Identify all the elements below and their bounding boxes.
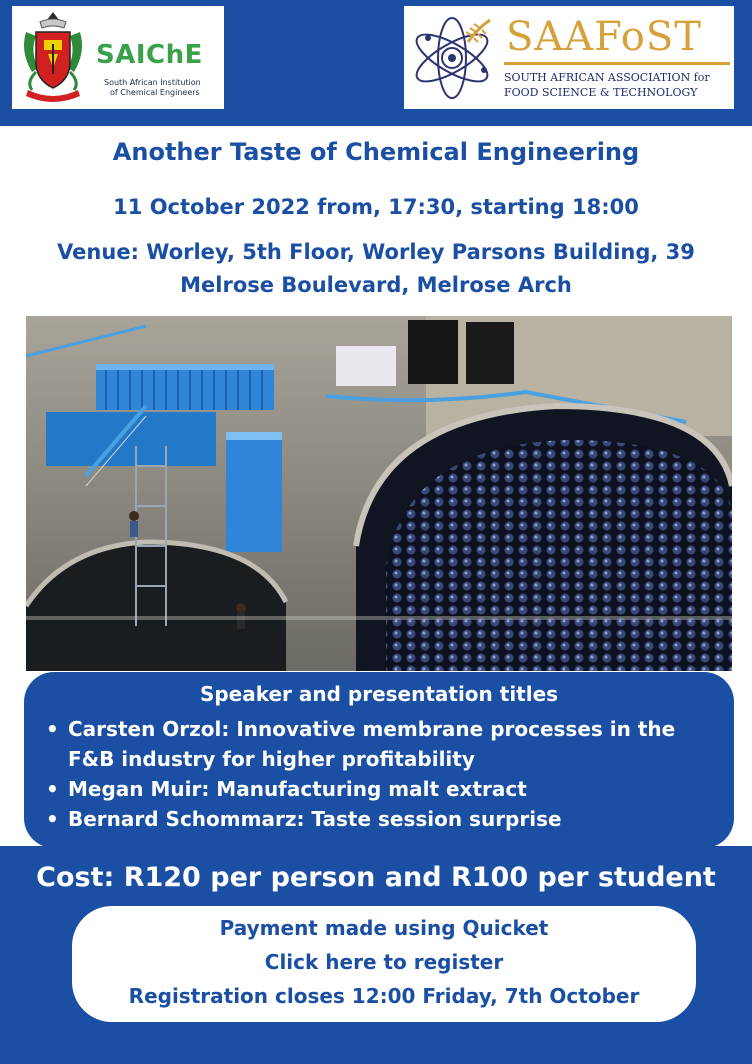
saiche-subtitle-line2: of Chemical Engineers xyxy=(110,88,200,97)
speaker-item xyxy=(42,714,722,774)
saafost-subtitle xyxy=(504,70,710,100)
registration-deadline: Registration closes 12:00 Friday, 7th October xyxy=(128,984,640,1008)
payment-text: Payment made using Quicket xyxy=(219,916,549,940)
speakers-heading: Speaker and presentation titles xyxy=(199,682,559,706)
speaker-item-line1: • Carsten Orzol: Innovative membrane processes in the xyxy=(68,717,676,741)
speaker-item-line1: • Bernard Schommarz: Taste session surprise xyxy=(68,807,562,831)
saiche-subtitle xyxy=(104,78,201,98)
plant-photo-illustration xyxy=(26,316,732,671)
speakers-list xyxy=(42,714,722,834)
saafost-subtitle-line1: SOUTH AFRICAN ASSOCIATION for xyxy=(504,71,710,84)
registration-box xyxy=(72,906,696,1022)
event-venue xyxy=(20,236,732,302)
plant-photo xyxy=(26,316,732,671)
speaker-item xyxy=(42,774,722,804)
speaker-item-line1: • Megan Muir: Manufacturing malt extract xyxy=(68,777,527,801)
saiche-logo xyxy=(12,6,224,109)
footer-band xyxy=(0,1030,752,1064)
cost-text: Cost: R120 per person and R100 per student xyxy=(36,862,716,893)
saiche-crest-icon xyxy=(18,10,88,105)
venue-line2: Melrose Boulevard, Melrose Arch xyxy=(180,273,572,297)
event-date: 11 October 2022 from, 17:30, starting 18:00 xyxy=(113,195,639,219)
saafost-name: SAAFoST xyxy=(506,14,702,60)
saafost-subtitle-line2: FOOD SCIENCE & TECHNOLOGY xyxy=(504,86,698,99)
saafost-logo xyxy=(404,6,734,109)
event-title: Another Taste of Chemical Engineering xyxy=(112,138,640,166)
saiche-name: SAIChE xyxy=(96,40,203,70)
speaker-item-line2: F&B industry for higher profitability xyxy=(68,747,475,771)
saiche-subtitle-line1: South African Institution xyxy=(104,78,201,87)
register-link[interactable]: Click here to register xyxy=(264,950,504,974)
speakers-panel xyxy=(24,672,734,848)
saafost-divider xyxy=(504,62,730,65)
venue-line1: Venue: Worley, 5th Floor, Worley Parsons Building, 39 xyxy=(57,240,695,264)
speaker-item xyxy=(42,804,722,834)
atom-wheat-icon xyxy=(408,12,500,102)
